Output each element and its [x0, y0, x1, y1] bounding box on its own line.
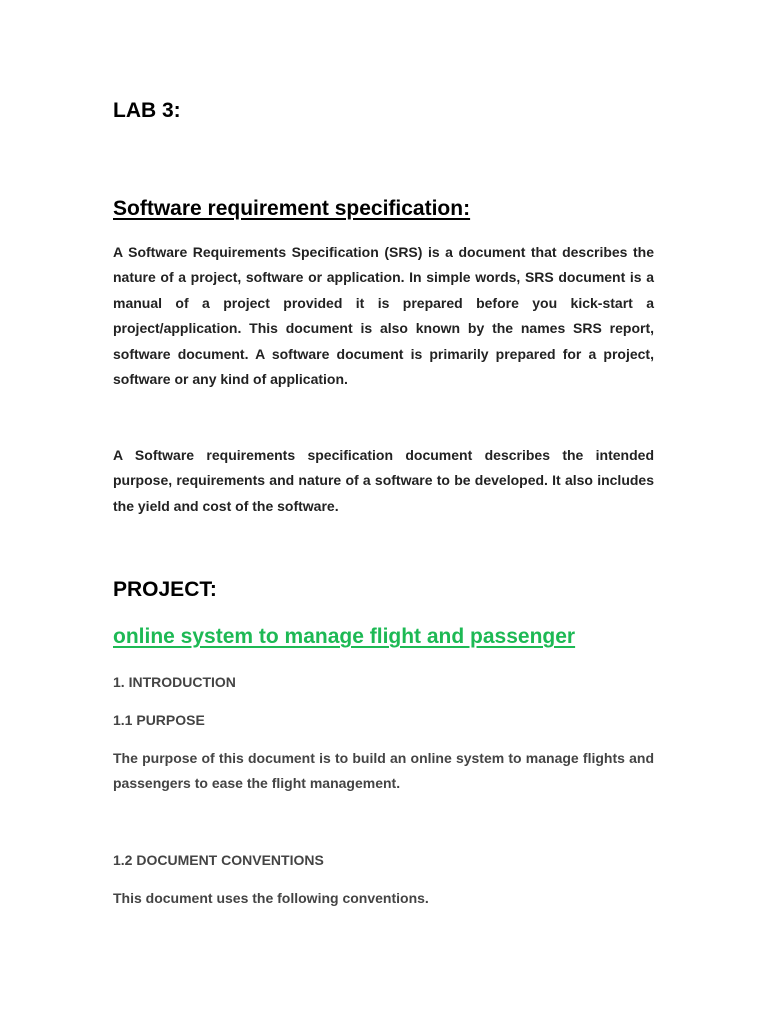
project-heading: PROJECT:	[113, 578, 217, 601]
srs-heading: Software requirement specification:	[113, 197, 471, 220]
conventions-heading: 1.2 DOCUMENT CONVENTIONS	[113, 852, 324, 868]
conventions-paragraph: This document uses the following conventions.	[113, 890, 429, 906]
purpose-heading: 1.1 PURPOSE	[113, 712, 205, 728]
purpose-paragraph: The purpose of this document is to build an online system to manage flights and passengers to ease the flight management.	[113, 750, 654, 792]
introduction-heading: 1. INTRODUCTION	[113, 674, 236, 690]
srs-purpose-paragraph: A Software requirements specification document describes the intended purpose, requirements and nature of a software to be developed. It also includes the yield and cost of the software.	[113, 447, 654, 514]
project-title: online system to manage flight and passenger	[113, 625, 576, 648]
lab-title: LAB 3:	[113, 99, 181, 122]
srs-description-paragraph: A Software Requirements Specification (SRS) is a document that describes the nature of a project, software or application. In simple words, SRS document is a manual of a project provided it is prepared before you kick-start a project/application. This document is also known by the names SRS report, software document. A software document is primarily prepared for a project, software or any kind of application.	[113, 244, 654, 388]
